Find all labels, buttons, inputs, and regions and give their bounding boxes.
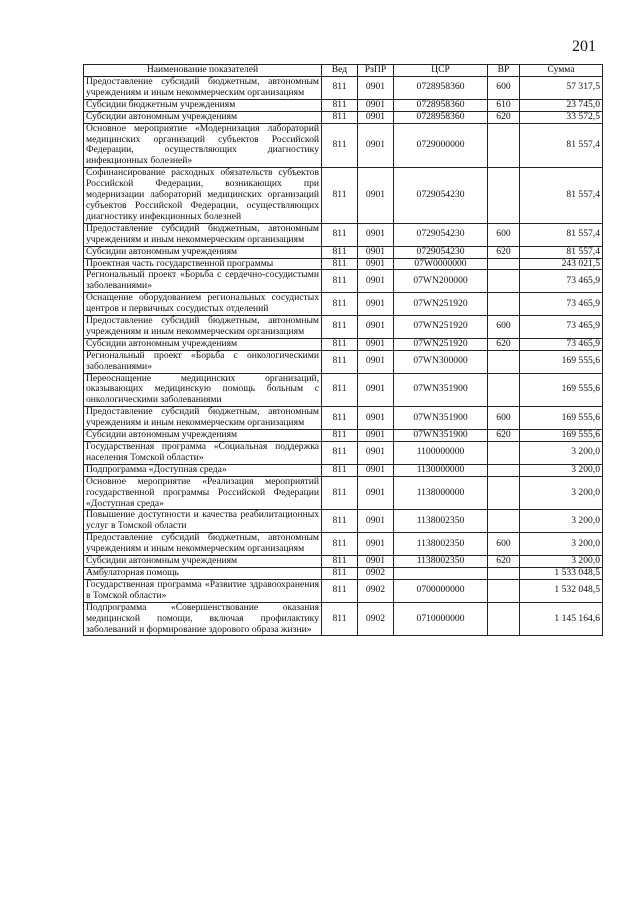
row-name: Субсидии автономным учреждениям bbox=[84, 246, 322, 258]
table-row bbox=[84, 533, 603, 556]
table-row bbox=[84, 602, 603, 636]
row-sum: 3 200,0 bbox=[520, 556, 603, 568]
row-rzpr: 0901 bbox=[358, 99, 394, 111]
row-sum: 1 533 048,5 bbox=[520, 567, 603, 579]
header-vr: ВР bbox=[488, 65, 520, 77]
row-ved: 811 bbox=[322, 316, 358, 339]
row-csr: 0728958360 bbox=[394, 77, 488, 100]
row-name: Предоставление субсидий бюджетным, автономным учреждениям и иным некоммерческим организациям bbox=[84, 77, 322, 100]
row-vr: 600 bbox=[488, 316, 520, 339]
row-ved: 811 bbox=[322, 567, 358, 579]
table-row bbox=[84, 77, 603, 100]
row-name: Субсидии автономным учреждениям bbox=[84, 430, 322, 442]
row-sum: 3 200,0 bbox=[520, 533, 603, 556]
table-row bbox=[84, 293, 603, 316]
row-ved: 811 bbox=[322, 77, 358, 100]
row-ved: 811 bbox=[322, 430, 358, 442]
row-sum: 33 572,5 bbox=[520, 111, 603, 123]
row-csr: 07WN251920 bbox=[394, 293, 488, 316]
row-csr: 07WN351900 bbox=[394, 407, 488, 430]
row-name: Региональный проект «Борьба с сердечно-сосудистыми заболеваниями» bbox=[84, 270, 322, 293]
row-sum: 57 317,5 bbox=[520, 77, 603, 100]
table-row bbox=[84, 407, 603, 430]
row-vr bbox=[488, 373, 520, 407]
row-vr: 600 bbox=[488, 77, 520, 100]
table-row bbox=[84, 556, 603, 568]
row-sum: 81 557,4 bbox=[520, 123, 603, 168]
row-sum: 73 465,9 bbox=[520, 293, 603, 316]
row-name: Основное мероприятие «Реализация мероприятий государственной программы Российской Федерации «Доступная среда» bbox=[84, 476, 322, 510]
row-sum: 1 532 048,5 bbox=[520, 579, 603, 602]
row-ved: 811 bbox=[322, 223, 358, 246]
row-csr: 0729054230 bbox=[394, 168, 488, 224]
table-row bbox=[84, 338, 603, 350]
row-csr: 0728958360 bbox=[394, 111, 488, 123]
header-sum: Сумма bbox=[520, 65, 603, 77]
table-row bbox=[84, 567, 603, 579]
row-rzpr: 0901 bbox=[358, 316, 394, 339]
row-ved: 811 bbox=[322, 270, 358, 293]
row-ved: 811 bbox=[322, 373, 358, 407]
row-vr bbox=[488, 579, 520, 602]
row-rzpr: 0901 bbox=[358, 350, 394, 373]
page-number: 201 bbox=[572, 38, 596, 55]
table-row bbox=[84, 442, 603, 465]
row-vr bbox=[488, 123, 520, 168]
row-rzpr: 0901 bbox=[358, 338, 394, 350]
table-row bbox=[84, 579, 603, 602]
row-name: Предоставление субсидий бюджетным, автономным учреждениям и иным некоммерческим организациям bbox=[84, 533, 322, 556]
table-row bbox=[84, 123, 603, 168]
row-ved: 811 bbox=[322, 579, 358, 602]
row-sum: 1 145 164,6 bbox=[520, 602, 603, 636]
row-vr bbox=[488, 293, 520, 316]
row-rzpr: 0901 bbox=[358, 270, 394, 293]
row-sum: 243 021,5 bbox=[520, 258, 603, 270]
row-sum: 73 465,9 bbox=[520, 270, 603, 293]
table-row bbox=[84, 476, 603, 510]
row-csr: 0710000000 bbox=[394, 602, 488, 636]
row-rzpr: 0901 bbox=[358, 430, 394, 442]
row-sum: 81 557,4 bbox=[520, 223, 603, 246]
table-row bbox=[84, 168, 603, 224]
row-name: Проектная часть государственной программы bbox=[84, 258, 322, 270]
row-vr: 600 bbox=[488, 407, 520, 430]
row-name: Государственная программа «Социальная поддержка населения Томской области» bbox=[84, 442, 322, 465]
row-ved: 811 bbox=[322, 123, 358, 168]
table-row bbox=[84, 510, 603, 533]
row-rzpr: 0901 bbox=[358, 123, 394, 168]
budget-table bbox=[83, 64, 603, 636]
row-csr bbox=[394, 567, 488, 579]
row-rzpr: 0901 bbox=[358, 223, 394, 246]
row-ved: 811 bbox=[322, 464, 358, 476]
row-rzpr: 0901 bbox=[358, 464, 394, 476]
row-rzpr: 0901 bbox=[358, 246, 394, 258]
table-row bbox=[84, 111, 603, 123]
row-sum: 73 465,9 bbox=[520, 316, 603, 339]
row-ved: 811 bbox=[322, 168, 358, 224]
table-row bbox=[84, 99, 603, 111]
row-csr: 07WN351900 bbox=[394, 373, 488, 407]
row-vr: 620 bbox=[488, 430, 520, 442]
row-csr: 0729000000 bbox=[394, 123, 488, 168]
row-rzpr: 0901 bbox=[358, 168, 394, 224]
row-sum: 23 745,0 bbox=[520, 99, 603, 111]
row-rzpr: 0901 bbox=[358, 476, 394, 510]
row-ved: 811 bbox=[322, 111, 358, 123]
row-sum: 169 555,6 bbox=[520, 430, 603, 442]
row-name: Предоставление субсидий бюджетным, автономным учреждениям и иным некоммерческим организациям bbox=[84, 316, 322, 339]
row-ved: 811 bbox=[322, 556, 358, 568]
row-rzpr: 0901 bbox=[358, 407, 394, 430]
row-ved: 811 bbox=[322, 510, 358, 533]
row-sum: 169 555,6 bbox=[520, 407, 603, 430]
row-sum: 3 200,0 bbox=[520, 442, 603, 465]
table-row bbox=[84, 258, 603, 270]
row-csr: 1130000000 bbox=[394, 464, 488, 476]
row-sum: 3 200,0 bbox=[520, 476, 603, 510]
row-vr bbox=[488, 464, 520, 476]
row-ved: 811 bbox=[322, 338, 358, 350]
row-name: Подпрограмма «Совершенствование оказания медицинской помощи, включая профилактику заболеваний и формирование здорового образа жизни» bbox=[84, 602, 322, 636]
row-csr: 1100000000 bbox=[394, 442, 488, 465]
row-vr bbox=[488, 350, 520, 373]
row-vr: 600 bbox=[488, 533, 520, 556]
row-sum: 169 555,6 bbox=[520, 373, 603, 407]
row-csr: 07WN200000 bbox=[394, 270, 488, 293]
row-csr: 07W0000000 bbox=[394, 258, 488, 270]
row-ved: 811 bbox=[322, 442, 358, 465]
row-rzpr: 0902 bbox=[358, 602, 394, 636]
row-ved: 811 bbox=[322, 407, 358, 430]
row-rzpr: 0901 bbox=[358, 556, 394, 568]
row-sum: 73 465,9 bbox=[520, 338, 603, 350]
row-name: Софинансирование расходных обязательств субъектов Российской Федерации, возникающих при модернизации лабораторий медицинских организаций субъектов Российской Федерации, осуществляющих диагностику инфекционных болезней bbox=[84, 168, 322, 224]
row-name: Переоснащение медицинских организаций, оказывающих медицинскую помощь больным с онкологическими заболеваниями bbox=[84, 373, 322, 407]
row-rzpr: 0902 bbox=[358, 567, 394, 579]
table-row bbox=[84, 270, 603, 293]
row-name: Субсидии автономным учреждениям bbox=[84, 338, 322, 350]
table-row bbox=[84, 464, 603, 476]
row-sum: 81 557,4 bbox=[520, 246, 603, 258]
row-csr: 0700000000 bbox=[394, 579, 488, 602]
row-rzpr: 0901 bbox=[358, 258, 394, 270]
row-vr bbox=[488, 168, 520, 224]
table-row bbox=[84, 316, 603, 339]
table-row bbox=[84, 373, 603, 407]
row-rzpr: 0901 bbox=[358, 442, 394, 465]
row-ved: 811 bbox=[322, 99, 358, 111]
row-csr: 1138002350 bbox=[394, 510, 488, 533]
row-name: Оснащение оборудованием региональных сосудистых центров и первичных сосудистых отделений bbox=[84, 293, 322, 316]
row-vr: 610 bbox=[488, 99, 520, 111]
row-vr: 620 bbox=[488, 556, 520, 568]
table-row bbox=[84, 246, 603, 258]
row-csr: 1138002350 bbox=[394, 556, 488, 568]
row-name: Амбулаторная помощь bbox=[84, 567, 322, 579]
row-name: Подпрограмма «Доступная среда» bbox=[84, 464, 322, 476]
row-name: Субсидии автономным учреждениям bbox=[84, 556, 322, 568]
row-rzpr: 0901 bbox=[358, 373, 394, 407]
row-ved: 811 bbox=[322, 533, 358, 556]
row-csr: 0728958360 bbox=[394, 99, 488, 111]
row-csr: 07WN251920 bbox=[394, 338, 488, 350]
row-csr: 1138000000 bbox=[394, 476, 488, 510]
row-vr: 620 bbox=[488, 111, 520, 123]
row-name: Основное мероприятие «Модернизация лабораторий медицинских организаций субъектов Российской Федерации, осуществляющих диагностику инфекционных болезней» bbox=[84, 123, 322, 168]
row-rzpr: 0902 bbox=[358, 579, 394, 602]
row-sum: 3 200,0 bbox=[520, 464, 603, 476]
row-rzpr: 0901 bbox=[358, 533, 394, 556]
row-vr: 620 bbox=[488, 338, 520, 350]
row-csr: 07WN300000 bbox=[394, 350, 488, 373]
table-row bbox=[84, 350, 603, 373]
row-ved: 811 bbox=[322, 350, 358, 373]
row-csr: 1138002350 bbox=[394, 533, 488, 556]
row-vr bbox=[488, 476, 520, 510]
row-name: Субсидии автономным учреждениям bbox=[84, 111, 322, 123]
header-ved: Вед bbox=[322, 65, 358, 77]
row-name: Государственная программа «Развитие здравоохранения в Томской области» bbox=[84, 579, 322, 602]
row-rzpr: 0901 bbox=[358, 111, 394, 123]
row-name: Региональный проект «Борьба с онкологическими заболеваниями» bbox=[84, 350, 322, 373]
row-vr bbox=[488, 442, 520, 465]
row-sum: 81 557,4 bbox=[520, 168, 603, 224]
header-rzpr: РзПР bbox=[358, 65, 394, 77]
row-csr: 0729054230 bbox=[394, 246, 488, 258]
row-rzpr: 0901 bbox=[358, 293, 394, 316]
row-name: Повышение доступности и качества реабилитационных услуг в Томской области bbox=[84, 510, 322, 533]
row-csr: 07WN351900 bbox=[394, 430, 488, 442]
row-ved: 811 bbox=[322, 258, 358, 270]
row-sum: 169 555,6 bbox=[520, 350, 603, 373]
header-name: Наименование показателей bbox=[84, 65, 322, 77]
row-name: Предоставление субсидий бюджетным, автономным учреждениям и иным некоммерческим организациям bbox=[84, 223, 322, 246]
row-name: Субсидии бюджетным учреждениям bbox=[84, 99, 322, 111]
row-vr bbox=[488, 270, 520, 293]
row-rzpr: 0901 bbox=[358, 77, 394, 100]
row-vr bbox=[488, 602, 520, 636]
row-vr bbox=[488, 258, 520, 270]
row-csr: 07WN251920 bbox=[394, 316, 488, 339]
row-ved: 811 bbox=[322, 246, 358, 258]
row-csr: 0729054230 bbox=[394, 223, 488, 246]
row-vr: 600 bbox=[488, 223, 520, 246]
table-row bbox=[84, 223, 603, 246]
row-name: Предоставление субсидий бюджетным, автономным учреждениям и иным некоммерческим организациям bbox=[84, 407, 322, 430]
row-ved: 811 bbox=[322, 476, 358, 510]
row-rzpr: 0901 bbox=[358, 510, 394, 533]
header-csr: ЦСР bbox=[394, 65, 488, 77]
row-vr: 620 bbox=[488, 246, 520, 258]
row-vr bbox=[488, 567, 520, 579]
row-ved: 811 bbox=[322, 602, 358, 636]
table-row bbox=[84, 430, 603, 442]
row-sum: 3 200,0 bbox=[520, 510, 603, 533]
table-header-row bbox=[84, 65, 603, 77]
row-vr bbox=[488, 510, 520, 533]
row-ved: 811 bbox=[322, 293, 358, 316]
